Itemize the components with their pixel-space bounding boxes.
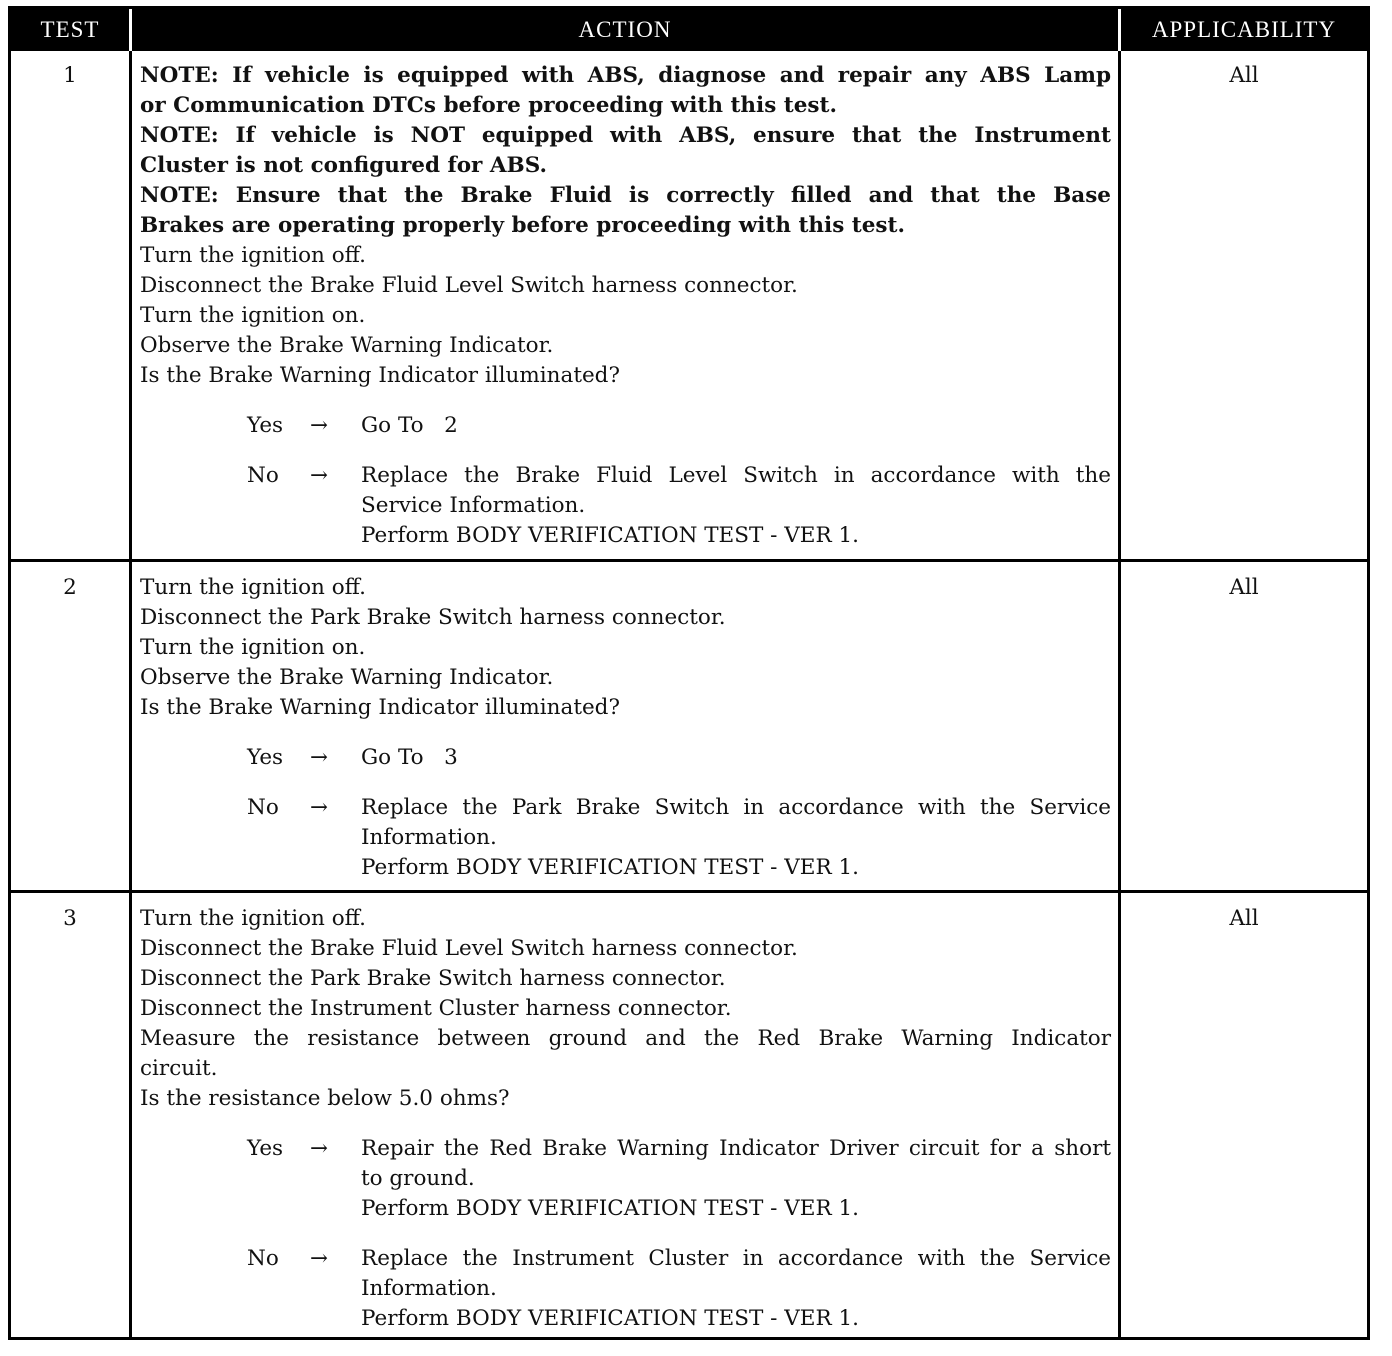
action-cell-3	[140, 904, 1111, 1334]
no-branch	[140, 461, 1111, 551]
branch-line: Go To 3	[361, 745, 458, 770]
row-divider	[11, 559, 1367, 562]
no-label: No	[247, 463, 279, 488]
yes-branch	[140, 411, 1111, 441]
step-line: Disconnect the Instrument Cluster harness connector.	[140, 996, 732, 1021]
branch-line: Service Information.	[361, 493, 586, 518]
yes-label: Yes	[247, 1136, 284, 1161]
test-number-2: 2	[63, 575, 77, 600]
step-line: Disconnect the Brake Fluid Level Switch harness connector.	[140, 936, 798, 961]
branch-line: Perform BODY VERIFICATION TEST - VER 1.	[361, 1196, 860, 1221]
note-line: NOTE: If vehicle is equipped with ABS, diagnose and repair any ABS Lamp	[140, 63, 1111, 88]
no-label: No	[247, 1246, 279, 1271]
branch-line: Perform BODY VERIFICATION TEST - VER 1.	[361, 523, 860, 548]
test-number-3: 3	[63, 906, 77, 931]
step-line: Turn the ignition on.	[140, 303, 366, 328]
branch-line: Information.	[361, 825, 497, 850]
header-action: ACTION	[132, 9, 1118, 51]
branch-line: to ground.	[361, 1166, 475, 1191]
no-branch	[140, 1244, 1111, 1334]
step-line: circuit.	[140, 1056, 218, 1081]
header-test: TEST	[11, 9, 129, 51]
step-line: Is the resistance below 5.0 ohms?	[140, 1086, 510, 1111]
yes-label: Yes	[247, 413, 284, 438]
no-text	[361, 1244, 1111, 1334]
arrow-icon: →	[310, 463, 329, 488]
yes-text	[361, 411, 1111, 441]
no-text	[361, 461, 1111, 551]
step-line: Observe the Brake Warning Indicator.	[140, 333, 554, 358]
arrow-icon: →	[310, 413, 329, 438]
step-line: Is the Brake Warning Indicator illuminated?	[140, 695, 620, 720]
branch-line: Perform BODY VERIFICATION TEST - VER 1.	[361, 1306, 860, 1331]
branch-line: Replace the Brake Fluid Level Switch in accordance with the	[361, 463, 1111, 488]
step-line: Measure the resistance between ground and the Red Brake Warning Indicator	[140, 1026, 1111, 1051]
step-line: Is the Brake Warning Indicator illuminated?	[140, 363, 620, 388]
step-line: Turn the ignition on.	[140, 635, 366, 660]
step-line: Turn the ignition off.	[140, 575, 366, 600]
step-line: Turn the ignition off.	[140, 906, 366, 931]
step-line: Disconnect the Park Brake Switch harness connector.	[140, 966, 726, 991]
branch-line: Replace the Park Brake Switch in accordance with the Service	[361, 795, 1111, 820]
test-number-1: 1	[63, 63, 77, 88]
diagnostic-test-table	[8, 6, 1370, 1340]
applicability-3: All	[1229, 906, 1259, 931]
arrow-icon: →	[310, 1246, 329, 1271]
yes-branch	[140, 743, 1111, 773]
header-applicability: APPLICABILITY	[1121, 9, 1367, 51]
no-branch	[140, 793, 1111, 883]
yes-text	[361, 1134, 1111, 1224]
column-divider	[129, 51, 132, 1337]
no-text	[361, 793, 1111, 883]
yes-text	[361, 743, 1111, 773]
yes-branch	[140, 1134, 1111, 1224]
step-line: Turn the ignition off.	[140, 243, 366, 268]
branch-line: Go To 2	[361, 413, 458, 438]
note-line: Brakes are operating properly before proceeding with this test.	[140, 213, 905, 238]
arrow-icon: →	[310, 795, 329, 820]
note-line: Cluster is not configured for ABS.	[140, 153, 547, 178]
step-line: Disconnect the Park Brake Switch harness connector.	[140, 605, 726, 630]
row-divider	[11, 890, 1367, 893]
note-line: NOTE: Ensure that the Brake Fluid is correctly filled and that the Base	[140, 183, 1111, 208]
action-cell-1	[140, 61, 1111, 551]
action-cell-2	[140, 573, 1111, 883]
column-divider	[1118, 51, 1121, 1337]
note-line: or Communication DTCs before proceeding with this test.	[140, 93, 837, 118]
arrow-icon: →	[310, 1136, 329, 1161]
branch-line: Repair the Red Brake Warning Indicator Driver circuit for a short	[361, 1136, 1111, 1161]
applicability-2: All	[1229, 575, 1259, 600]
branch-line: Information.	[361, 1276, 497, 1301]
step-line: Disconnect the Brake Fluid Level Switch harness connector.	[140, 273, 798, 298]
step-line: Observe the Brake Warning Indicator.	[140, 665, 554, 690]
applicability-1: All	[1229, 63, 1259, 88]
arrow-icon: →	[310, 745, 329, 770]
yes-label: Yes	[247, 745, 284, 770]
note-line: NOTE: If vehicle is NOT equipped with ABS, ensure that the Instrument	[140, 123, 1111, 148]
no-label: No	[247, 795, 279, 820]
branch-line: Replace the Instrument Cluster in accordance with the Service	[361, 1246, 1111, 1271]
branch-line: Perform BODY VERIFICATION TEST - VER 1.	[361, 855, 860, 880]
